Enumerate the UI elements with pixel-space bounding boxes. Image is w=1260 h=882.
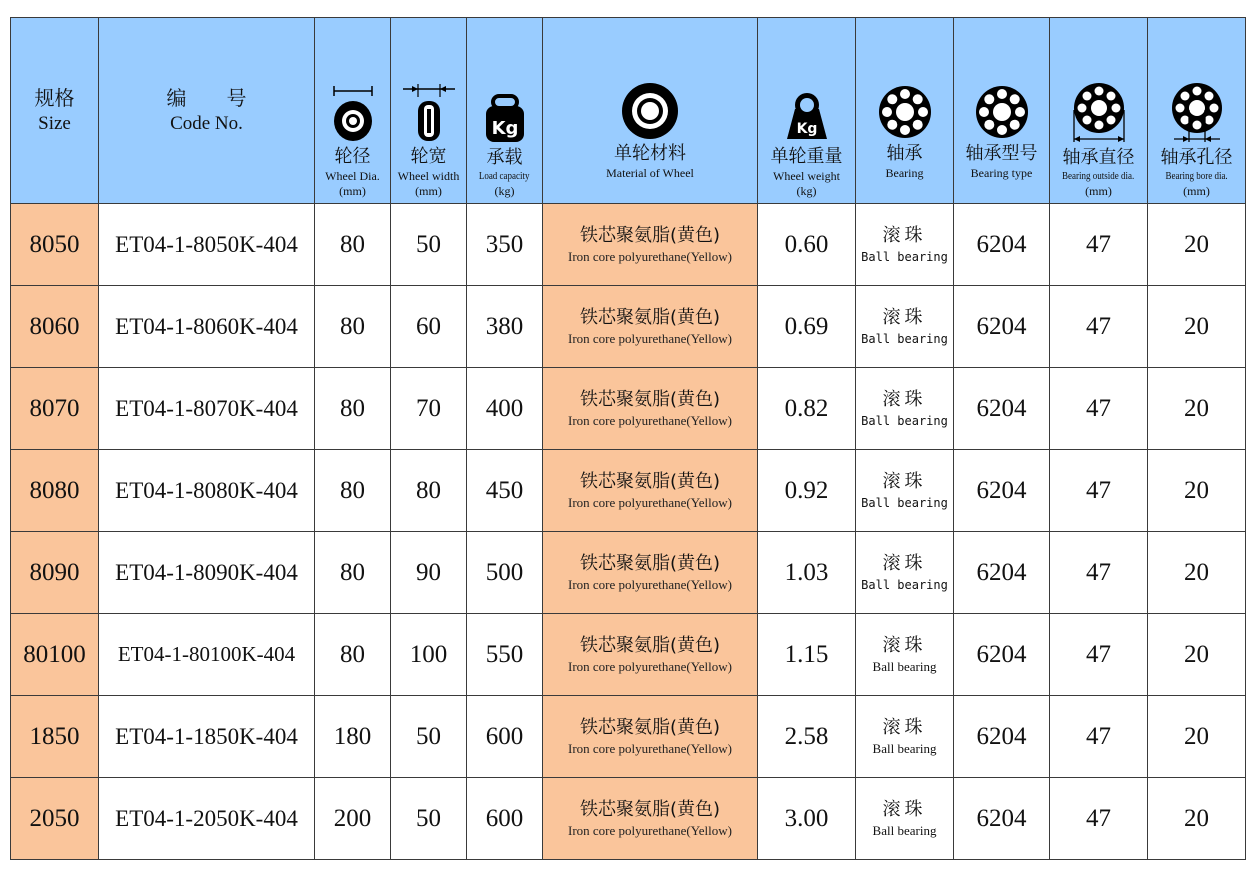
load-cell: 550 — [467, 614, 543, 696]
material-cn: 铁芯聚氨脂(黄色) — [579, 716, 721, 738]
material-en: Iron core polyurethane(Yellow) — [567, 658, 733, 674]
material-en: Iron core polyurethane(Yellow) — [567, 494, 733, 510]
bearing-cell — [856, 450, 954, 532]
bearing-bore-cell: 20 — [1148, 614, 1246, 696]
spec-table-container — [10, 17, 1246, 860]
header-size-en: Size — [38, 112, 71, 134]
material-cell — [543, 450, 758, 532]
header-wheel-dia-unit: (mm) — [339, 184, 366, 198]
bearing-en: Ball bearing — [861, 413, 948, 428]
bearing-cell — [856, 204, 954, 286]
weight-cell: 2.58 — [758, 696, 856, 778]
bearing-en: Ball bearing — [872, 658, 937, 674]
header-wheel-dia-en: Wheel Dia. — [325, 169, 380, 183]
bearing-od-cell: 47 — [1050, 204, 1148, 286]
table-row — [11, 450, 1246, 532]
wheel-width-cell: 50 — [391, 204, 467, 286]
wheel-width-cell: 100 — [391, 614, 467, 696]
header-material-cn: 单轮材料 — [614, 143, 686, 164]
bearing-od-cell: 47 — [1050, 368, 1148, 450]
bearing-cn: 滚珠 — [882, 388, 927, 410]
header-bearing-type — [954, 18, 1050, 204]
bearing-od-cell: 47 — [1050, 532, 1148, 614]
bearing-bore-cell: 20 — [1148, 696, 1246, 778]
material-cell — [543, 204, 758, 286]
load-cell: 380 — [467, 286, 543, 368]
load-cell: 400 — [467, 368, 543, 450]
weight-cell: 0.60 — [758, 204, 856, 286]
wheel-width-cell: 50 — [391, 778, 467, 860]
header-weight-unit: (kg) — [796, 184, 817, 198]
header-load-cn: 承载 — [486, 147, 523, 168]
wheel-diameter-icon — [328, 81, 378, 143]
wheel-icon — [621, 78, 679, 140]
weight-cell: 0.92 — [758, 450, 856, 532]
header-weight — [758, 18, 856, 204]
code-cell: ET04-1-2050K-404 — [99, 778, 315, 860]
wheel-width-cell: 90 — [391, 532, 467, 614]
header-weight-en: Wheel weight — [773, 169, 840, 183]
wheel-dia-cell: 80 — [315, 368, 391, 450]
header-bearing-od-cn: 轴承直径 — [1062, 147, 1135, 168]
header-code-en: Code No. — [170, 112, 243, 134]
bearing-outside-dia-icon — [1070, 82, 1128, 144]
wheel-width-cell: 60 — [391, 286, 467, 368]
bearing-bore-cell: 20 — [1148, 286, 1246, 368]
material-cell — [543, 286, 758, 368]
bearing-od-cell: 47 — [1050, 286, 1148, 368]
weight-cell: 3.00 — [758, 778, 856, 860]
material-cell — [543, 368, 758, 450]
header-wheel-width-cn: 轮宽 — [410, 146, 447, 167]
header-code-cn: 编 号 — [166, 85, 247, 110]
bearing-bore-cell: 20 — [1148, 368, 1246, 450]
header-wheel-width-unit: (mm) — [415, 184, 442, 198]
bearing-cell — [856, 368, 954, 450]
spec-table — [10, 17, 1246, 860]
bearing-en: Ball bearing — [861, 495, 948, 510]
weight-scale-icon — [779, 81, 835, 143]
bearing-cn: 滚珠 — [882, 470, 927, 492]
bearing-cell — [856, 286, 954, 368]
material-en: Iron core polyurethane(Yellow) — [567, 248, 733, 264]
size-cell: 8090 — [11, 532, 99, 614]
code-cell: ET04-1-8070K-404 — [99, 368, 315, 450]
bearing-od-cell: 47 — [1050, 696, 1148, 778]
code-cell: ET04-1-80100K-404 — [99, 614, 315, 696]
header-bearing-od-unit: (mm) — [1085, 184, 1112, 198]
material-cell — [543, 532, 758, 614]
header-bearing-od-en: Bearing outside dia. — [1062, 171, 1135, 182]
wheel-dia-cell: 200 — [315, 778, 391, 860]
bearing-od-cell: 47 — [1050, 450, 1148, 532]
bearing-type-cell: 6204 — [954, 368, 1050, 450]
size-cell: 8080 — [11, 450, 99, 532]
size-cell: 8050 — [11, 204, 99, 286]
size-cell: 8070 — [11, 368, 99, 450]
code-cell: ET04-1-8050K-404 — [99, 204, 315, 286]
wheel-dia-cell: 80 — [315, 450, 391, 532]
header-bearing-type-en: Bearing type — [970, 166, 1033, 180]
load-cell: 600 — [467, 778, 543, 860]
header-bearing-bore-cn: 轴承孔径 — [1160, 147, 1233, 168]
wheel-dia-cell: 180 — [315, 696, 391, 778]
material-en: Iron core polyurethane(Yellow) — [567, 412, 733, 428]
header-bearing-en: Bearing — [885, 166, 924, 180]
wheel-width-cell: 50 — [391, 696, 467, 778]
bearing-od-cell: 47 — [1050, 778, 1148, 860]
header-bearing-type-cn: 轴承型号 — [965, 143, 1038, 164]
code-cell: ET04-1-8090K-404 — [99, 532, 315, 614]
material-cn: 铁芯聚氨脂(黄色) — [579, 470, 721, 492]
material-en: Iron core polyurethane(Yellow) — [567, 740, 733, 756]
bearing-cell — [856, 778, 954, 860]
header-size-cn: 规格 — [34, 85, 75, 110]
code-cell: ET04-1-8080K-404 — [99, 450, 315, 532]
header-bearing-bore-unit: (mm) — [1183, 184, 1210, 198]
svg-text:Kg: Kg — [491, 118, 518, 139]
wheel-width-icon — [399, 81, 459, 143]
bearing-en: Ball bearing — [872, 822, 937, 838]
header-load-unit: (kg) — [494, 184, 515, 198]
size-cell: 1850 — [11, 696, 99, 778]
bearing-type-cell: 6204 — [954, 532, 1050, 614]
bearing-cell — [856, 532, 954, 614]
bearing-icon — [974, 78, 1030, 140]
header-load-en: Load capacity — [479, 171, 530, 182]
header-row — [11, 18, 1246, 204]
bearing-cn: 滚珠 — [882, 552, 927, 574]
load-cell: 600 — [467, 696, 543, 778]
bearing-cell — [856, 696, 954, 778]
size-cell: 80100 — [11, 614, 99, 696]
material-en: Iron core polyurethane(Yellow) — [567, 822, 733, 838]
header-size — [11, 18, 99, 204]
wheel-width-cell: 80 — [391, 450, 467, 532]
bearing-bore-cell: 20 — [1148, 450, 1246, 532]
load-cell: 450 — [467, 450, 543, 532]
table-row — [11, 204, 1246, 286]
bearing-cn: 滚珠 — [882, 716, 927, 738]
wheel-width-cell: 70 — [391, 368, 467, 450]
bearing-bore-dia-icon — [1168, 82, 1226, 144]
header-bearing-cn: 轴承 — [886, 143, 923, 164]
material-en: Iron core polyurethane(Yellow) — [567, 330, 733, 346]
bearing-en: Ball bearing — [861, 249, 948, 264]
weight-cell: 1.15 — [758, 614, 856, 696]
bearing-cn: 滚珠 — [882, 306, 927, 328]
bearing-type-cell: 6204 — [954, 286, 1050, 368]
table-row — [11, 614, 1246, 696]
bearing-cn: 滚珠 — [882, 798, 927, 820]
material-cell — [543, 778, 758, 860]
bearing-type-cell: 6204 — [954, 696, 1050, 778]
wheel-dia-cell: 80 — [315, 286, 391, 368]
bearing-bore-cell: 20 — [1148, 204, 1246, 286]
bearing-cn: 滚珠 — [882, 224, 927, 246]
header-load — [467, 18, 543, 204]
header-weight-cn: 单轮重量 — [770, 146, 843, 167]
bearing-type-cell: 6204 — [954, 204, 1050, 286]
size-cell: 8060 — [11, 286, 99, 368]
table-row — [11, 368, 1246, 450]
load-cell: 500 — [467, 532, 543, 614]
table-row — [11, 696, 1246, 778]
material-cn: 铁芯聚氨脂(黄色) — [579, 224, 721, 246]
code-cell: ET04-1-1850K-404 — [99, 696, 315, 778]
header-wheel-dia-cn: 轮径 — [334, 146, 371, 167]
wheel-dia-cell: 80 — [315, 614, 391, 696]
header-bearing — [856, 18, 954, 204]
material-en: Iron core polyurethane(Yellow) — [567, 576, 733, 592]
bearing-bore-cell: 20 — [1148, 778, 1246, 860]
size-cell: 2050 — [11, 778, 99, 860]
code-cell: ET04-1-8060K-404 — [99, 286, 315, 368]
header-wheel-width-en: Wheel width — [397, 169, 460, 183]
header-bearing-bore-en: Bearing bore dia. — [1165, 171, 1228, 182]
bearing-icon — [877, 78, 933, 140]
table-body — [11, 204, 1246, 860]
table-row — [11, 286, 1246, 368]
bearing-cn: 滚珠 — [882, 634, 927, 656]
wheel-dia-cell: 80 — [315, 532, 391, 614]
header-material — [543, 18, 758, 204]
material-cn: 铁芯聚氨脂(黄色) — [579, 798, 721, 820]
header-material-en: Material of Wheel — [606, 166, 694, 180]
material-cn: 铁芯聚氨脂(黄色) — [579, 634, 721, 656]
bearing-type-cell: 6204 — [954, 614, 1050, 696]
bearing-en: Ball bearing — [872, 740, 937, 756]
header-bearing-od — [1050, 18, 1148, 204]
bearing-type-cell: 6204 — [954, 778, 1050, 860]
weight-cell: 0.82 — [758, 368, 856, 450]
header-wheel-width — [391, 18, 467, 204]
header-code — [99, 18, 315, 204]
table-row — [11, 532, 1246, 614]
header-bearing-bore — [1148, 18, 1246, 204]
weight-cell: 1.03 — [758, 532, 856, 614]
material-cn: 铁芯聚氨脂(黄色) — [579, 552, 721, 574]
bearing-bore-cell: 20 — [1148, 532, 1246, 614]
material-cell — [543, 696, 758, 778]
load-weight-icon — [480, 82, 530, 144]
weight-cell: 0.69 — [758, 286, 856, 368]
bearing-en: Ball bearing — [861, 577, 948, 592]
material-cn: 铁芯聚氨脂(黄色) — [579, 306, 721, 328]
wheel-dia-cell: 80 — [315, 204, 391, 286]
material-cn: 铁芯聚氨脂(黄色) — [579, 388, 721, 410]
material-cell — [543, 614, 758, 696]
load-cell: 350 — [467, 204, 543, 286]
bearing-en: Ball bearing — [861, 331, 948, 346]
bearing-od-cell: 47 — [1050, 614, 1148, 696]
svg-text:Kg: Kg — [796, 121, 817, 137]
bearing-type-cell: 6204 — [954, 450, 1050, 532]
header-wheel-dia — [315, 18, 391, 204]
bearing-cell — [856, 614, 954, 696]
table-row — [11, 778, 1246, 860]
